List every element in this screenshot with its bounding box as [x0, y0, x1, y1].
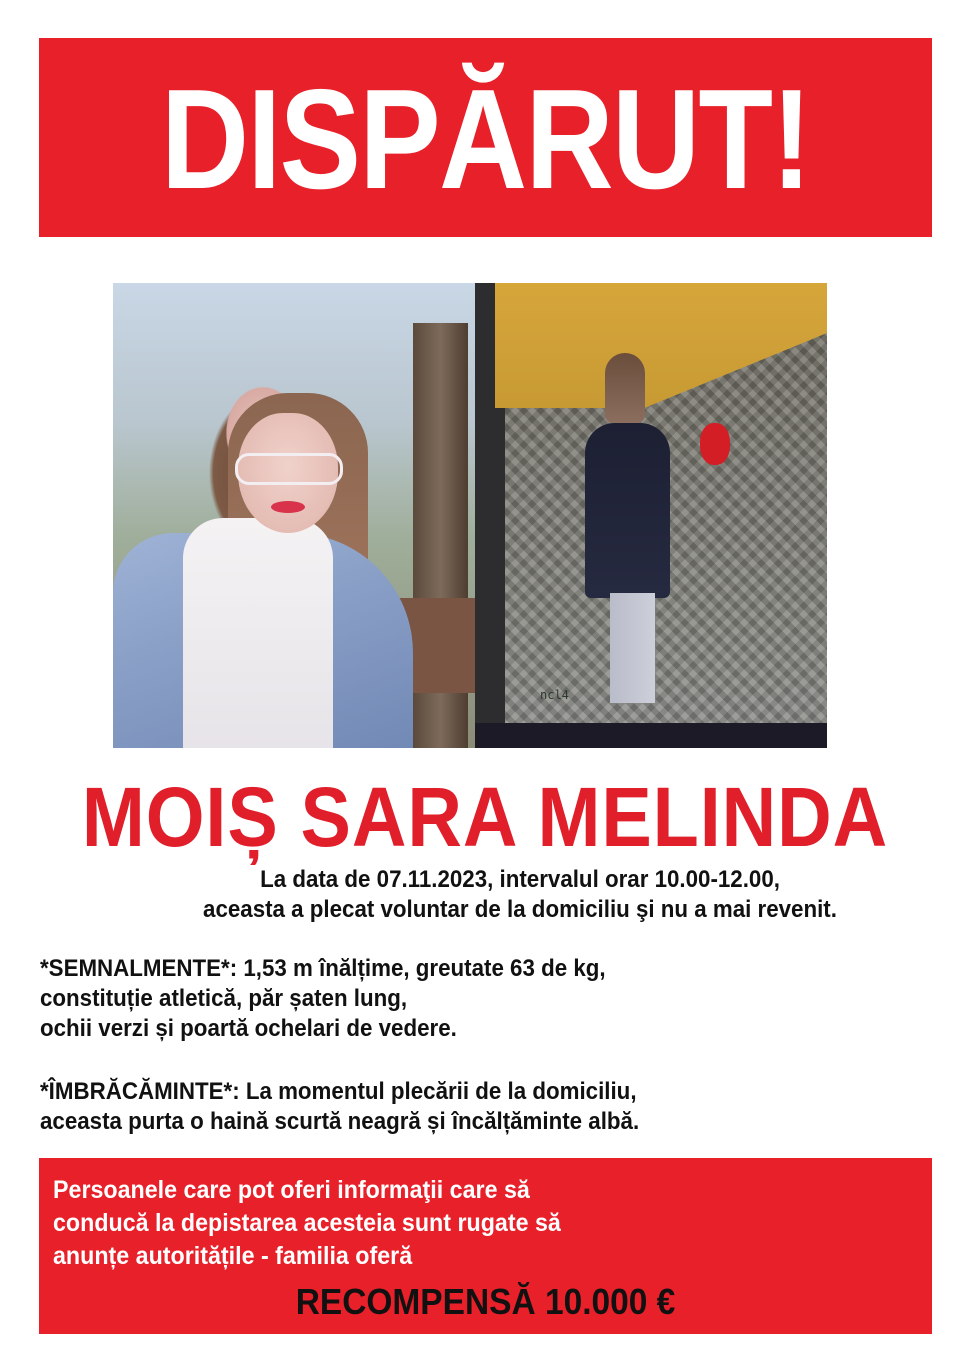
info-line: conducă la depistarea acesteia sunt rugate să: [53, 1209, 561, 1237]
reward-amount: RECOMPENSĂ 10.000 €: [295, 1281, 676, 1322]
banner-title: DISPĂRUT!: [160, 59, 811, 219]
description-line: constituție atletică, păr șaten lung,: [40, 985, 408, 1012]
missing-banner: [39, 38, 932, 237]
missing-person-name: MOIȘ SARA MELINDA: [81, 770, 889, 864]
photos-row: [113, 283, 827, 748]
intro-paragraph: [36, 865, 970, 925]
description-line: *SEMNALMENTE*: 1,53 m înălțime, greutate 63 de kg,: [40, 955, 606, 982]
description-paragraph: [40, 954, 606, 1044]
person-head: [605, 353, 645, 423]
person-legs: [610, 593, 655, 703]
clothing-line: *ÎMBRĂCĂMINTE*: La momentul plecării de la domiciliu,: [40, 1078, 637, 1105]
info-line: anunțe autoritățile - familia oferă: [53, 1242, 413, 1270]
intro-line: aceasta a plecat voluntar de la domiciliu şi nu a mai revenit.: [203, 896, 837, 923]
portrait-photo: [113, 283, 475, 748]
reward-info-box: [39, 1158, 932, 1334]
fur-lining: [183, 518, 333, 748]
glasses-icon: [235, 453, 343, 485]
intro-line: La data de 07.11.2023, intervalul orar 10.00-12.00,: [260, 866, 780, 893]
camera-label: ncl4: [540, 688, 569, 702]
clothing-line: aceasta purta o haină scurtă neagră și încălțăminte albă.: [40, 1108, 640, 1135]
info-line: Persoanele care pot oferi informaţii care să: [53, 1176, 530, 1204]
info-text: [53, 1174, 561, 1273]
red-object: [700, 423, 730, 465]
lips: [271, 501, 305, 513]
cctv-bottom-bar: [475, 723, 827, 748]
person-black-coat: [585, 423, 670, 598]
description-line: ochii verzi și poartă ochelari de vedere.: [40, 1015, 457, 1042]
yellow-awning: [495, 283, 827, 408]
clothing-paragraph: [40, 1077, 639, 1137]
cctv-photo: [475, 283, 827, 748]
